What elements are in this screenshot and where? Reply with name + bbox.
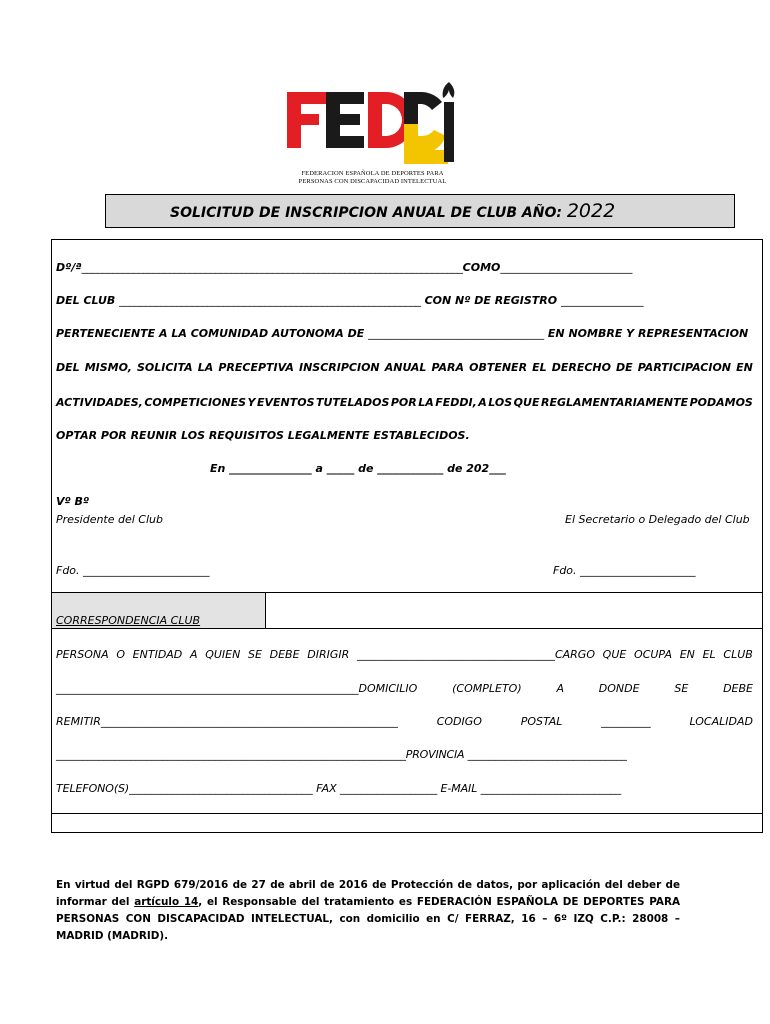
comunidad-line[interactable] <box>56 327 748 340</box>
corr-row-3[interactable] <box>56 715 753 728</box>
registro-blank[interactable]: _______________ <box>560 294 644 307</box>
corr-row-2[interactable] <box>56 682 753 695</box>
registro-label: CON Nº DE REGISTRO <box>424 294 558 307</box>
body-line-6: OPTAR POR REUNIR LOS REQUISITOS LEGALMENTE ESTABLECIDOS. <box>56 429 470 442</box>
comunidad-label: PERTENECIENTE A LA COMUNIDAD AUTONOMA DE <box>56 327 365 340</box>
word: O <box>116 648 125 661</box>
fdo-secretary[interactable]: Fdo. _____________________ <box>553 564 696 577</box>
name-line[interactable] <box>56 261 632 274</box>
divider <box>51 628 763 629</box>
word: ANUAL <box>384 361 427 374</box>
word: PARA <box>431 361 465 374</box>
word: OCUPA <box>634 648 673 661</box>
word: DEBE <box>723 682 753 695</box>
word: DEL <box>56 361 80 374</box>
title-bar <box>105 194 735 228</box>
fdo-president[interactable]: Fdo. _______________________ <box>56 564 210 577</box>
form-title-text: SOLICITUD DE INSCRIPCION ANUAL DE CLUB AÑO: <box>170 205 562 221</box>
representacion-label: EN NOMBRE Y REPRESENTACION <box>547 327 749 340</box>
club-blank[interactable]: __________________________________________________________ <box>119 294 421 307</box>
word: LOS <box>488 396 513 409</box>
logo-flame <box>443 82 455 98</box>
word: ENTIDAD <box>132 648 183 661</box>
word: PRECEPTIVA <box>218 361 294 374</box>
word: PERSONA <box>56 648 109 661</box>
vb-label: Vº Bº <box>56 495 90 508</box>
word: MISMO, <box>84 361 132 374</box>
word: PARTICIPACION <box>637 361 732 374</box>
word: QUE <box>602 648 627 661</box>
word: POSTAL <box>520 715 563 728</box>
word: ____________________________________CARGO <box>356 648 595 661</box>
article-link[interactable]: artículo 14 <box>134 896 199 908</box>
word: FEDDI, <box>435 396 477 409</box>
body-line-5 <box>56 396 753 409</box>
word: LOCALIDAD <box>689 715 753 728</box>
president-label: Presidente del Club <box>56 513 164 526</box>
word: SE <box>248 648 262 661</box>
word: QUIEN <box>205 648 241 661</box>
word: QUE <box>513 396 540 409</box>
word: CLUB <box>723 648 753 661</box>
privacy-text-2: , el Responsable del tratamiento es FEDERACIÓN ESPAÑOLA DE DEPORTES PARA PERSONAS CON DISCAPACIDAD INTELECTUAL, con domicilio en C/ FERRAZ, 16 – 6º IZQ C.P.: 28008 – MADRID (MADRID). <box>56 896 680 942</box>
divider <box>51 813 763 814</box>
logo-caption-line1: FEDERACION ESPAÑOLA DE DEPORTES PARA <box>301 170 444 177</box>
corr-row-1[interactable] <box>56 648 753 661</box>
word: REMITIR______________________________________________________ <box>56 715 398 728</box>
word: _______________________________________________________DOMICILIO <box>56 682 418 695</box>
form-title <box>170 200 615 222</box>
word: CODIGO <box>436 715 482 728</box>
logo-e-mid <box>326 114 360 125</box>
word: REGLAMENTARIAMENTE <box>540 396 689 409</box>
word: DIRIGIR <box>307 648 350 661</box>
secretary-label: El Secretario o Delegado del Club <box>565 513 750 526</box>
word: POR <box>390 396 417 409</box>
word: ACTIVIDADES, <box>56 396 143 409</box>
word: INSCRIPCION <box>299 361 380 374</box>
correspondence-label: CORRESPONDENCIA CLUB <box>56 614 201 627</box>
date-line[interactable]: En _______________ a _____ de ____________ de 202___ <box>210 462 506 475</box>
como-label: COMO <box>462 261 501 274</box>
logo-e-top <box>326 92 364 104</box>
word: DEBE <box>269 648 300 661</box>
word: EL <box>702 648 716 661</box>
name-prefix: Dº/ª <box>56 261 82 274</box>
word: OBTENER <box>469 361 528 374</box>
word: COMPETICIONES <box>144 396 247 409</box>
comunidad-blank[interactable]: ________________________________ <box>368 327 545 340</box>
body-line-4 <box>56 361 753 374</box>
corr-row-4[interactable]: __________________________________________________________________PROVINCIA ______________________________ <box>56 748 627 761</box>
logo-d2-black <box>404 92 442 124</box>
logo-caption-line2: PERSONAS CON DISCAPACIDAD INTELECTUAL <box>298 177 447 185</box>
corr-row-5[interactable]: TELEFONO(S)__________________________________ FAX __________________ E-MAIL __________________________ <box>56 782 622 795</box>
form-title-year: 2022 <box>566 200 616 222</box>
word: EN <box>736 361 753 374</box>
logo-f-mid <box>287 114 319 125</box>
logo-d2-yellow <box>404 124 446 154</box>
word: (COMPLETO) <box>452 682 522 695</box>
logo-f-top <box>287 92 327 104</box>
word: PODAMOS <box>689 396 753 409</box>
word: A <box>189 648 198 661</box>
word: TUTELADOS <box>315 396 390 409</box>
word: DERECHO <box>551 361 611 374</box>
club-label: DEL CLUB <box>56 294 116 307</box>
word: DONDE <box>598 682 640 695</box>
word: LA <box>197 361 214 374</box>
logo-d3-yellow <box>404 150 448 164</box>
word: _________ <box>601 715 651 728</box>
word: A <box>478 396 487 409</box>
club-line[interactable] <box>56 294 643 307</box>
logo-torch <box>444 102 454 162</box>
word: DE <box>616 361 633 374</box>
word: Y <box>247 396 256 409</box>
como-blank[interactable]: ________________________ <box>500 261 633 274</box>
logo-e-bottom <box>326 136 364 148</box>
privacy-text-1: En virtud del RGPD 679/2016 de 27 de abril de 2016 de Protección de datos, por aplicación del deber de informar del <box>56 879 680 908</box>
word: EVENTOS <box>256 396 315 409</box>
logo-caption <box>285 170 460 185</box>
word: LA <box>418 396 434 409</box>
word: EL <box>532 361 547 374</box>
privacy-footer <box>56 877 680 945</box>
word: SE <box>674 682 689 695</box>
word: A <box>556 682 564 695</box>
name-blank[interactable]: __________________________________________________________________________ <box>81 261 463 274</box>
word: EN <box>679 648 695 661</box>
word: SOLICITA <box>136 361 193 374</box>
